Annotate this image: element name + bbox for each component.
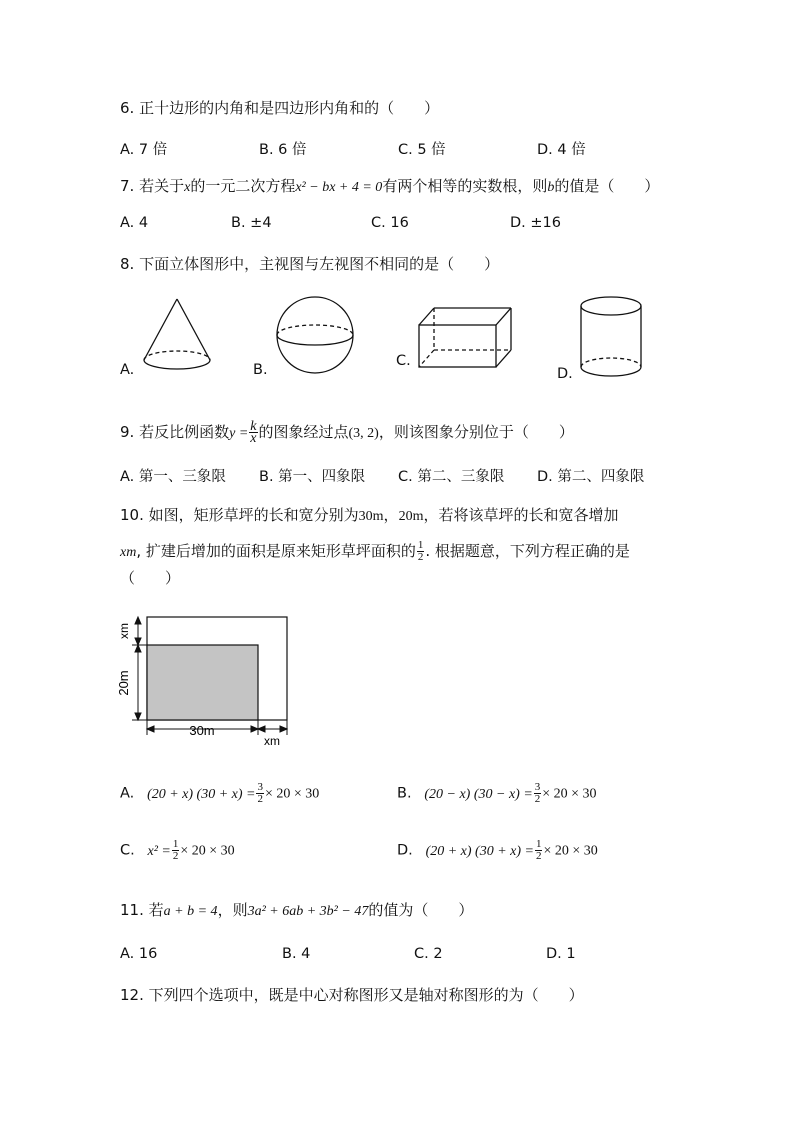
math-expression: × 20 × 30 [264, 786, 320, 802]
label-xm-top: xm [117, 623, 131, 639]
option-d [397, 839, 598, 862]
fraction-numerator: 1 [172, 838, 179, 850]
question-text: 若关于 [139, 177, 185, 195]
question-text: 的一元二次方程 [190, 177, 296, 195]
option-d: D. 第二、四象限 [537, 469, 645, 485]
math-expression: (20 + x) (30 + x) = [147, 786, 256, 802]
label-30m: 30m [189, 723, 215, 738]
fraction-numerator: 3 [534, 781, 541, 793]
option-d: D. 1 [546, 946, 576, 962]
option-b: B. 6 倍 [259, 142, 307, 158]
option-a [120, 782, 319, 805]
arrow-head [280, 726, 287, 732]
option-c: C. 2 [414, 946, 443, 962]
question-9-stem [120, 421, 574, 444]
question-text: 下列四个选项中，既是中心对称图形又是轴对称图形的为（ ） [148, 986, 584, 1004]
math-var: x [184, 180, 191, 195]
question-text: 若 [148, 901, 164, 919]
math-expression: × 20 × 30 [180, 843, 235, 859]
lawn-diagram [100, 605, 300, 750]
original-lawn [147, 645, 258, 720]
question-10-stem-line1 [120, 504, 618, 525]
question-number: 12. [120, 986, 144, 1004]
math-value: 20m [398, 509, 424, 524]
option-b [397, 782, 597, 805]
question-10-stem-line3: （ ） [120, 569, 181, 587]
cylinder-figure [581, 297, 641, 376]
question-11-stem [120, 899, 473, 920]
option-a: A. 7 倍 [120, 142, 168, 158]
fraction-numerator: k [250, 419, 257, 434]
math-fraction [172, 839, 180, 862]
option-c: C. 第二、三象限 [398, 469, 505, 485]
math-expression: a + b = 4 [163, 904, 218, 919]
math-fraction [535, 839, 543, 862]
question-number: 6. [120, 99, 135, 117]
question-text: ， [383, 506, 399, 524]
option-c [120, 839, 235, 862]
option-c: C. 16 [371, 215, 409, 231]
option-d: D. ±16 [510, 215, 561, 231]
option-label: A. [120, 785, 135, 802]
cuboid-figure [419, 308, 511, 367]
math-expression: × 20 × 30 [543, 843, 598, 859]
question-text: ，若将该草坪的长和宽各增加 [423, 506, 619, 524]
question-text: 的图象经过点 [258, 423, 349, 441]
fraction-numerator: 3 [257, 781, 263, 793]
math-equation: x² − bx + 4 = 0 [295, 180, 383, 195]
fraction-denominator: 2 [172, 850, 179, 862]
math-expression: 3a² + 6ab + 3b² − 47 [247, 904, 369, 919]
sphere-figure [277, 297, 353, 373]
option-a: A. 16 [120, 946, 158, 962]
question-number: 10. [120, 506, 144, 524]
arrow-head [135, 617, 141, 624]
arrow-head [135, 713, 141, 720]
question-text: . 根据题意，下列方程正确的是 [425, 542, 630, 560]
solid-figures [0, 0, 794, 400]
math-var: xm [120, 545, 137, 560]
option-label: D. [397, 842, 413, 859]
option-b: B. [253, 362, 268, 378]
question-text: 如图，矩形草坪的长和宽分别为 [148, 506, 359, 524]
option-d: D. 4 倍 [537, 142, 586, 158]
question-text: 有两个相等的实数根，则 [382, 177, 548, 195]
option-d: D. [557, 366, 573, 382]
math-expression: (20 − x) (30 − x) = [424, 786, 533, 802]
fraction-numerator: 1 [417, 539, 424, 551]
label-20m: 20m [116, 670, 131, 696]
option-a: A. 第一、三象限 [120, 469, 226, 485]
arrow-head [258, 726, 265, 732]
question-10-stem-line2 [120, 540, 630, 563]
math-fraction [534, 782, 542, 805]
math-fraction [249, 421, 257, 444]
fraction-numerator: 1 [535, 838, 542, 850]
option-a: A. [120, 362, 135, 378]
question-text: ，则该图象分别位于（ ） [378, 423, 574, 441]
math-fraction [417, 540, 425, 563]
label-xm-right: xm [264, 734, 280, 748]
question-number: 9. [120, 423, 135, 441]
fraction-denominator: 2 [417, 551, 424, 563]
math-var: y = [229, 426, 249, 441]
fraction-denominator: 2 [257, 793, 263, 805]
question-12-stem [120, 984, 584, 1005]
question-text: 若反比例函数 [139, 423, 230, 441]
question-text: ，则 [217, 901, 248, 919]
math-point: (3, 2) [348, 426, 379, 441]
option-b: B. 第一、四象限 [259, 469, 366, 485]
question-number: 8. [120, 255, 135, 273]
option-label: C. [120, 842, 135, 859]
question-number: 7. [120, 177, 135, 195]
math-expression: (20 + x) (30 + x) = [425, 843, 534, 859]
option-b: B. ±4 [231, 215, 272, 231]
cone-figure [144, 299, 210, 369]
option-label: B. [397, 785, 412, 802]
arrow-head [135, 645, 141, 652]
option-c: C. 5 倍 [398, 142, 446, 158]
fraction-denominator: 2 [534, 793, 541, 805]
math-expression: x² = [147, 843, 171, 859]
option-c: C. [396, 353, 411, 369]
question-text: 正十边形的内角和是四边形内角和的（ ） [139, 99, 440, 117]
arrow-head [147, 726, 154, 732]
math-var: b [547, 180, 555, 195]
option-b: B. 4 [282, 946, 311, 962]
fraction-denominator: x [250, 431, 257, 446]
question-text: , 扩建后增加的面积是原来矩形草坪面积的 [136, 542, 416, 560]
question-text: 的值是（ ） [554, 177, 660, 195]
question-text: 的值为（ ） [368, 901, 474, 919]
fraction-denominator: 2 [535, 850, 542, 862]
math-value: 30m [358, 509, 384, 524]
question-text: 下面立体图形中，主视图与左视图不相同的是（ ） [139, 255, 500, 273]
option-a: A. 4 [120, 215, 149, 231]
math-expression: × 20 × 30 [542, 786, 597, 802]
math-fraction [256, 782, 264, 805]
question-number: 11. [120, 901, 144, 919]
